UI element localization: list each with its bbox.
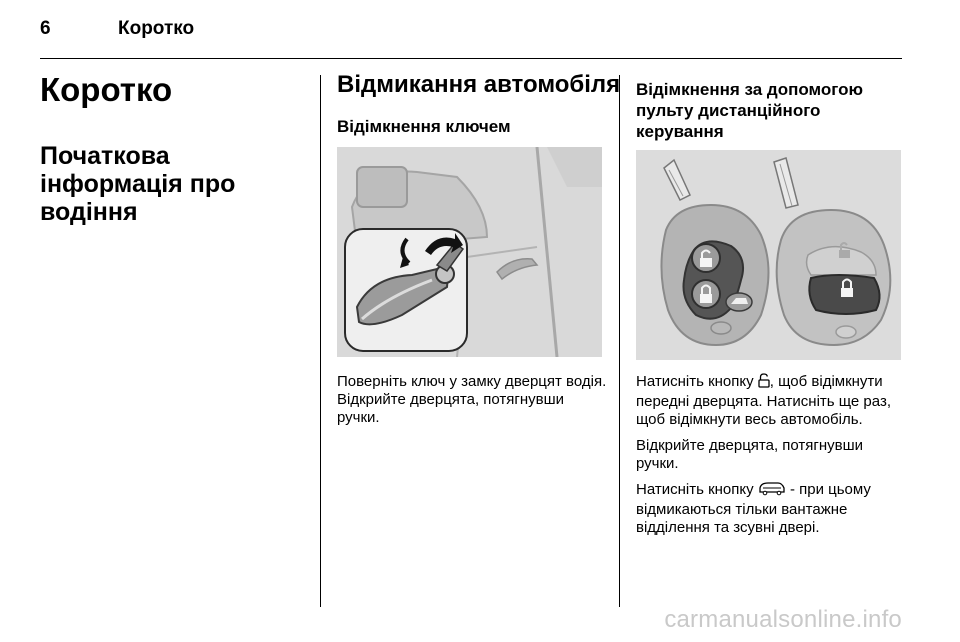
door-key-illustration <box>337 147 602 357</box>
key-unlock-subheading: Відімкнення ключем <box>337 117 511 136</box>
remote-keys-illustration <box>636 150 901 360</box>
unlocking-heading: Відмикання автомобіля <box>337 71 621 98</box>
remote-unlock-heading: Відімкнення за допомогою пульту дистанційного керування <box>636 80 864 141</box>
key-unlock-text: Поверніть ключ у замку дверцят водія. Відкрийте дверцята, потягнувши ручки. <box>337 373 607 426</box>
remote-unlock-text <box>636 373 904 545</box>
column-divider-2 <box>619 75 620 607</box>
section-subtitle: Початкова інформація про водіння <box>40 142 236 226</box>
van-rear-icon <box>758 481 786 501</box>
watermark: carmanualsonline.info <box>664 606 902 633</box>
page-number: 6 <box>40 18 51 39</box>
remote-paragraph-3: Натисніть кнопку - при цьому відмикаються тільки вантажне відділення та зсувні двері. <box>636 481 871 536</box>
remote-paragraph-1: Натисніть кнопку , щоб відімкнути передні дверцята. Натисніть ще раз, щоб відімкнути весь автомобіль. <box>636 373 891 428</box>
header-rule <box>40 58 902 59</box>
unlock-icon <box>758 373 770 393</box>
remote-paragraph-2: Відкрийте дверцята, потягнувши ручки. <box>636 437 864 472</box>
section-title: Коротко <box>40 71 173 108</box>
column-divider-1 <box>320 75 321 607</box>
header-title: Коротко <box>118 18 195 39</box>
